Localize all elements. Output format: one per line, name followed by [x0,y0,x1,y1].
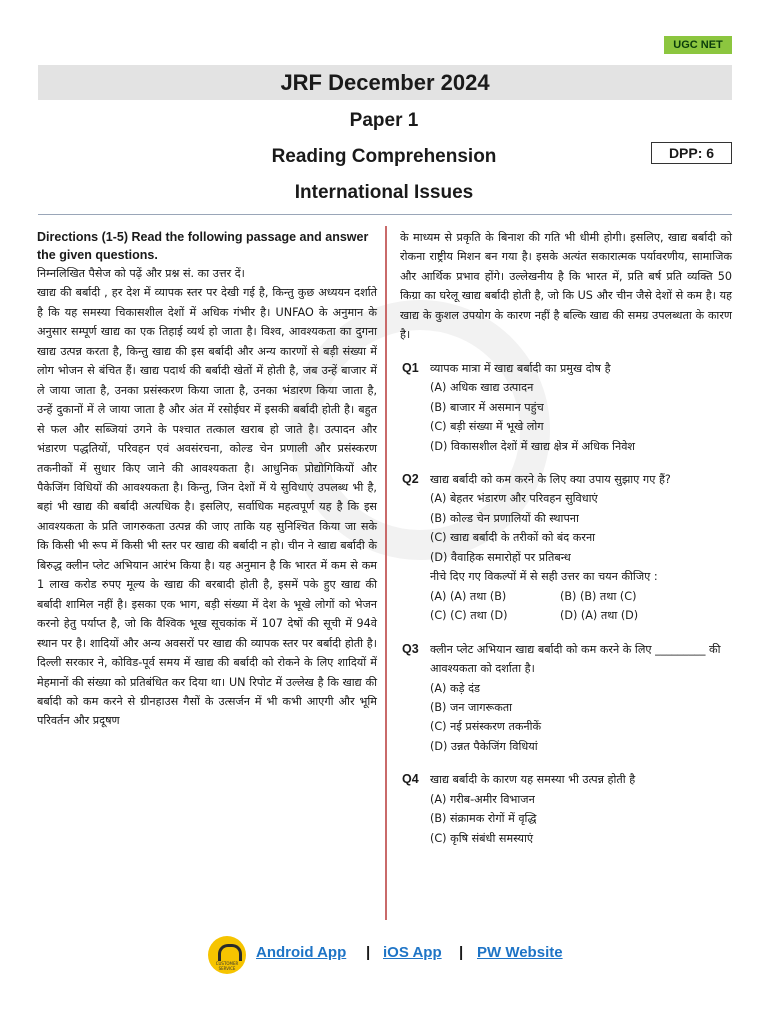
option[interactable]: (B) बाजार में असमान पहुंच [430,400,544,414]
option[interactable]: (C) नई प्रसंस्करण तकनीकें [430,720,542,734]
option[interactable]: (D) उन्नत पैकेजिंग विधियां [430,739,538,753]
ios-app-link[interactable]: iOS App [383,944,442,961]
question-2 [400,470,732,626]
option[interactable]: (A) गरीब-अमीर विभाजन [430,792,535,806]
question-number: Q1 [402,360,419,375]
dpp-box: DPP: 6 [651,142,732,164]
pw-website-link[interactable]: PW Website [477,944,563,961]
headset-icon [218,944,242,961]
questions-column [400,228,732,848]
answer-choice[interactable]: (A) (A) तथा (B) [430,589,507,603]
option[interactable]: (B) कोल्ड चेन प्रणालियों की स्थापना [430,511,579,525]
android-app-link[interactable]: Android App [256,944,347,961]
option[interactable]: (D) विकासशील देशों में खाद्य क्षेत्र में अधिक निवेश [430,439,636,453]
choice-instruction: नीचे दिए गए विकल्पों में से सही उत्तर का चयन कीजिए : [430,570,658,584]
question-number: Q2 [402,471,419,486]
option[interactable]: (A) कड़े दंड [430,681,480,695]
question-text: खाद्य बर्बादी के कारण यह समस्या भी उत्पन्न होती है [430,773,636,787]
header-divider [38,214,732,215]
question-text: व्यापक मात्रा में खाद्य बर्बादी का प्रमुख दोष है [430,361,611,375]
directions-text: Directions (1-5) Read the following passage and answer the given questions. [37,230,369,262]
logo-caption: CUSTOMER SERVICE [215,961,239,971]
passage-continuation: के माध्यम से प्रकृति के बिनाश की गति भी धीमी होगी। इसलिए, खाद्य बर्बादी को रोकना राष्ट्रीय मिशन बन गया है। इसके अत्यंत सकारात्मक पर्यावरणीय, सामाजिक और आर्थिक प्रभाव होंगे। उल्लेखनीय है कि भारत में, प्रति बर्ष प्रति व्यक्ति 50 किग्रा का घरेलू खाद्य बर्बादी होती है, जो कि US और चीन जैसे देशों से कम है। यह खाद्य के कुशल उपयोग के कारण नहीं है बल्कि खाद्य की समग्र उपलब्धता के कारण है। [400,231,732,342]
passage-column [37,228,377,731]
footer-separator: | [366,944,371,961]
customer-service-logo [208,936,246,974]
question-3 [400,640,732,757]
exam-badge: UGC NET [664,36,732,54]
column-divider [385,226,387,920]
option[interactable]: (A) अधिक खाद्य उत्पादन [430,381,534,395]
instruction-text: निम्नलिखित पैसेज को पढ़ें और प्रश्न सं. का उत्तर दें। [37,267,245,280]
option[interactable]: (B) जन जागरूकता [430,700,513,714]
question-text: क्लीन प्लेट अभियान खाद्य बर्बादी को कम करने के लिए _________ की आवश्यकता को दर्शाता है। [430,642,721,676]
question-text: खाद्य बर्बादी को कम करने के लिए क्या उपाय सुझाए गए हैं? [430,472,671,486]
option[interactable]: (B) संक्रामक रोगों में वृद्धि [430,812,537,826]
answer-combinations [430,587,732,626]
issue-label: International Issues [294,182,474,203]
option[interactable]: (C) बड़ी संख्या में भूखे लोग [430,420,544,434]
topic-label: Reading Comprehension [271,146,497,167]
footer-separator: | [459,944,464,961]
page-title: JRF December 2024 [38,65,732,100]
option[interactable]: (A) बेहतर भंडारण और परिवहन सुविधाएं [430,492,598,506]
option[interactable]: (C) खाद्य बर्बादी के तरीकों को बंद करना [430,531,596,545]
option[interactable]: (D) वैवाहिक समारोहों पर प्रतिबन्ध [430,550,571,564]
answer-choice[interactable]: (B) (B) तथा (C) [560,589,637,603]
option[interactable]: (C) कृषि संबंधी समस्याएं [430,831,534,845]
question-1 [400,359,732,456]
paper-label: Paper 1 [349,110,419,131]
question-number: Q3 [402,641,419,656]
answer-choice[interactable]: (C) (C) तथा (D) [430,609,508,623]
question-4 [400,770,732,848]
question-number: Q4 [402,772,419,787]
answer-choice[interactable]: (D) (A) तथा (D) [560,609,639,623]
passage-body: खाद्य की बर्बादी , हर देश में व्यापक स्तर पर देखी गई है, किन्तु कुछ अध्ययन दर्शाते है कि यह समस्या चिकासशील देशों में अधिक गंभीर है। UNFAO के अनुमान के अनुसार सम्पूर्ण खाद्य का एक तिहाई व्यर्थ हो जाता है। विश्व, आवश्यकता का दुगना खाद्य उत्पन्न करता है, किन्तु खाद्य की इस बर्बादी और अन्य कारणों से बड़ी संख्या में लोग भोजन से बंचित हैं। खाद्य पदार्थ की बर्बादी खेतों में होती है, जब उन्हें बाजार में ले जाया जाता है, उनका प्रसंस्करण किया जाता है, उनका भंडारण किया जाता है, उन्हें दुकानों में ले जाया जाता है और अंत में रसोईघर में इसकी बर्बादी होती है। बहुत से फल और सब्जियां उगने के पश्चात तत्काल खराब हो जाते है। उत्पादन और भंडारण पद्धतियों, परिवहन एवं अवसंरचना, कोल्ड चेन प्रणाली और प्रसंस्करण तकनीकों में सुधार किए जाने की आवश्यकता है। आधुनिक प्रोद्योगिकियों और पैकेजिंग विधियों की आवश्यकता है। किन्तु, जिन देशों में ये सुविधाएं उपलब्ध भी है, बहां भी खाद्य की बर्बादी अत्यधिक है। इसलिए, सर्वाधिक महत्वपूर्ण यह है कि इस आवश्यकता के प्रति जागरुकता उत्पन्न की जाए ताकि यह सुनिश्चित किया जा सके कि किसी भी रूप में किसी भी स्तर पर खाद्य की बर्बादी न हो। चीन ने खाद्य बर्बादी के बिरुद्ध क्लीन प्लेट अभियान आरंभ किया है। यह अनुमान है कि भारत में कम से कम 1 लाख करोड रुपए मूल्य के खाद्य की बरबादी होती है, इसमें पके हुए खाद्य की बर्बादी शामिल नहीं है। इसका एक भाग, बड़ी संख्या में देश के भूखे लोगों को भेजन करनो हेतु पर्याप्त है, जो कि वैश्विक भूख सूचकांक में 107 देषों की सूची में 94वे स्थान पर है। शादियों और अन्य अवसरों पर खाद्य की व्यापक स्तर पर बर्बादी होती है। दिल्ली सरकार ने, कोविड-पूर्व समय में खाद्य की बर्बादी को रोकने के लिए शादियों में मेहमानों की संख्या को प्रतिबंधित कर दिया था। UN रिपोट में उल्लेख है कि खाद्य की बर्बादी को कम करने से ग्रीनहाउस गैसों के उत्सर्जन में भी कभी आएगी और भूमि परिवर्तन और प्रदूषण [37,286,377,728]
